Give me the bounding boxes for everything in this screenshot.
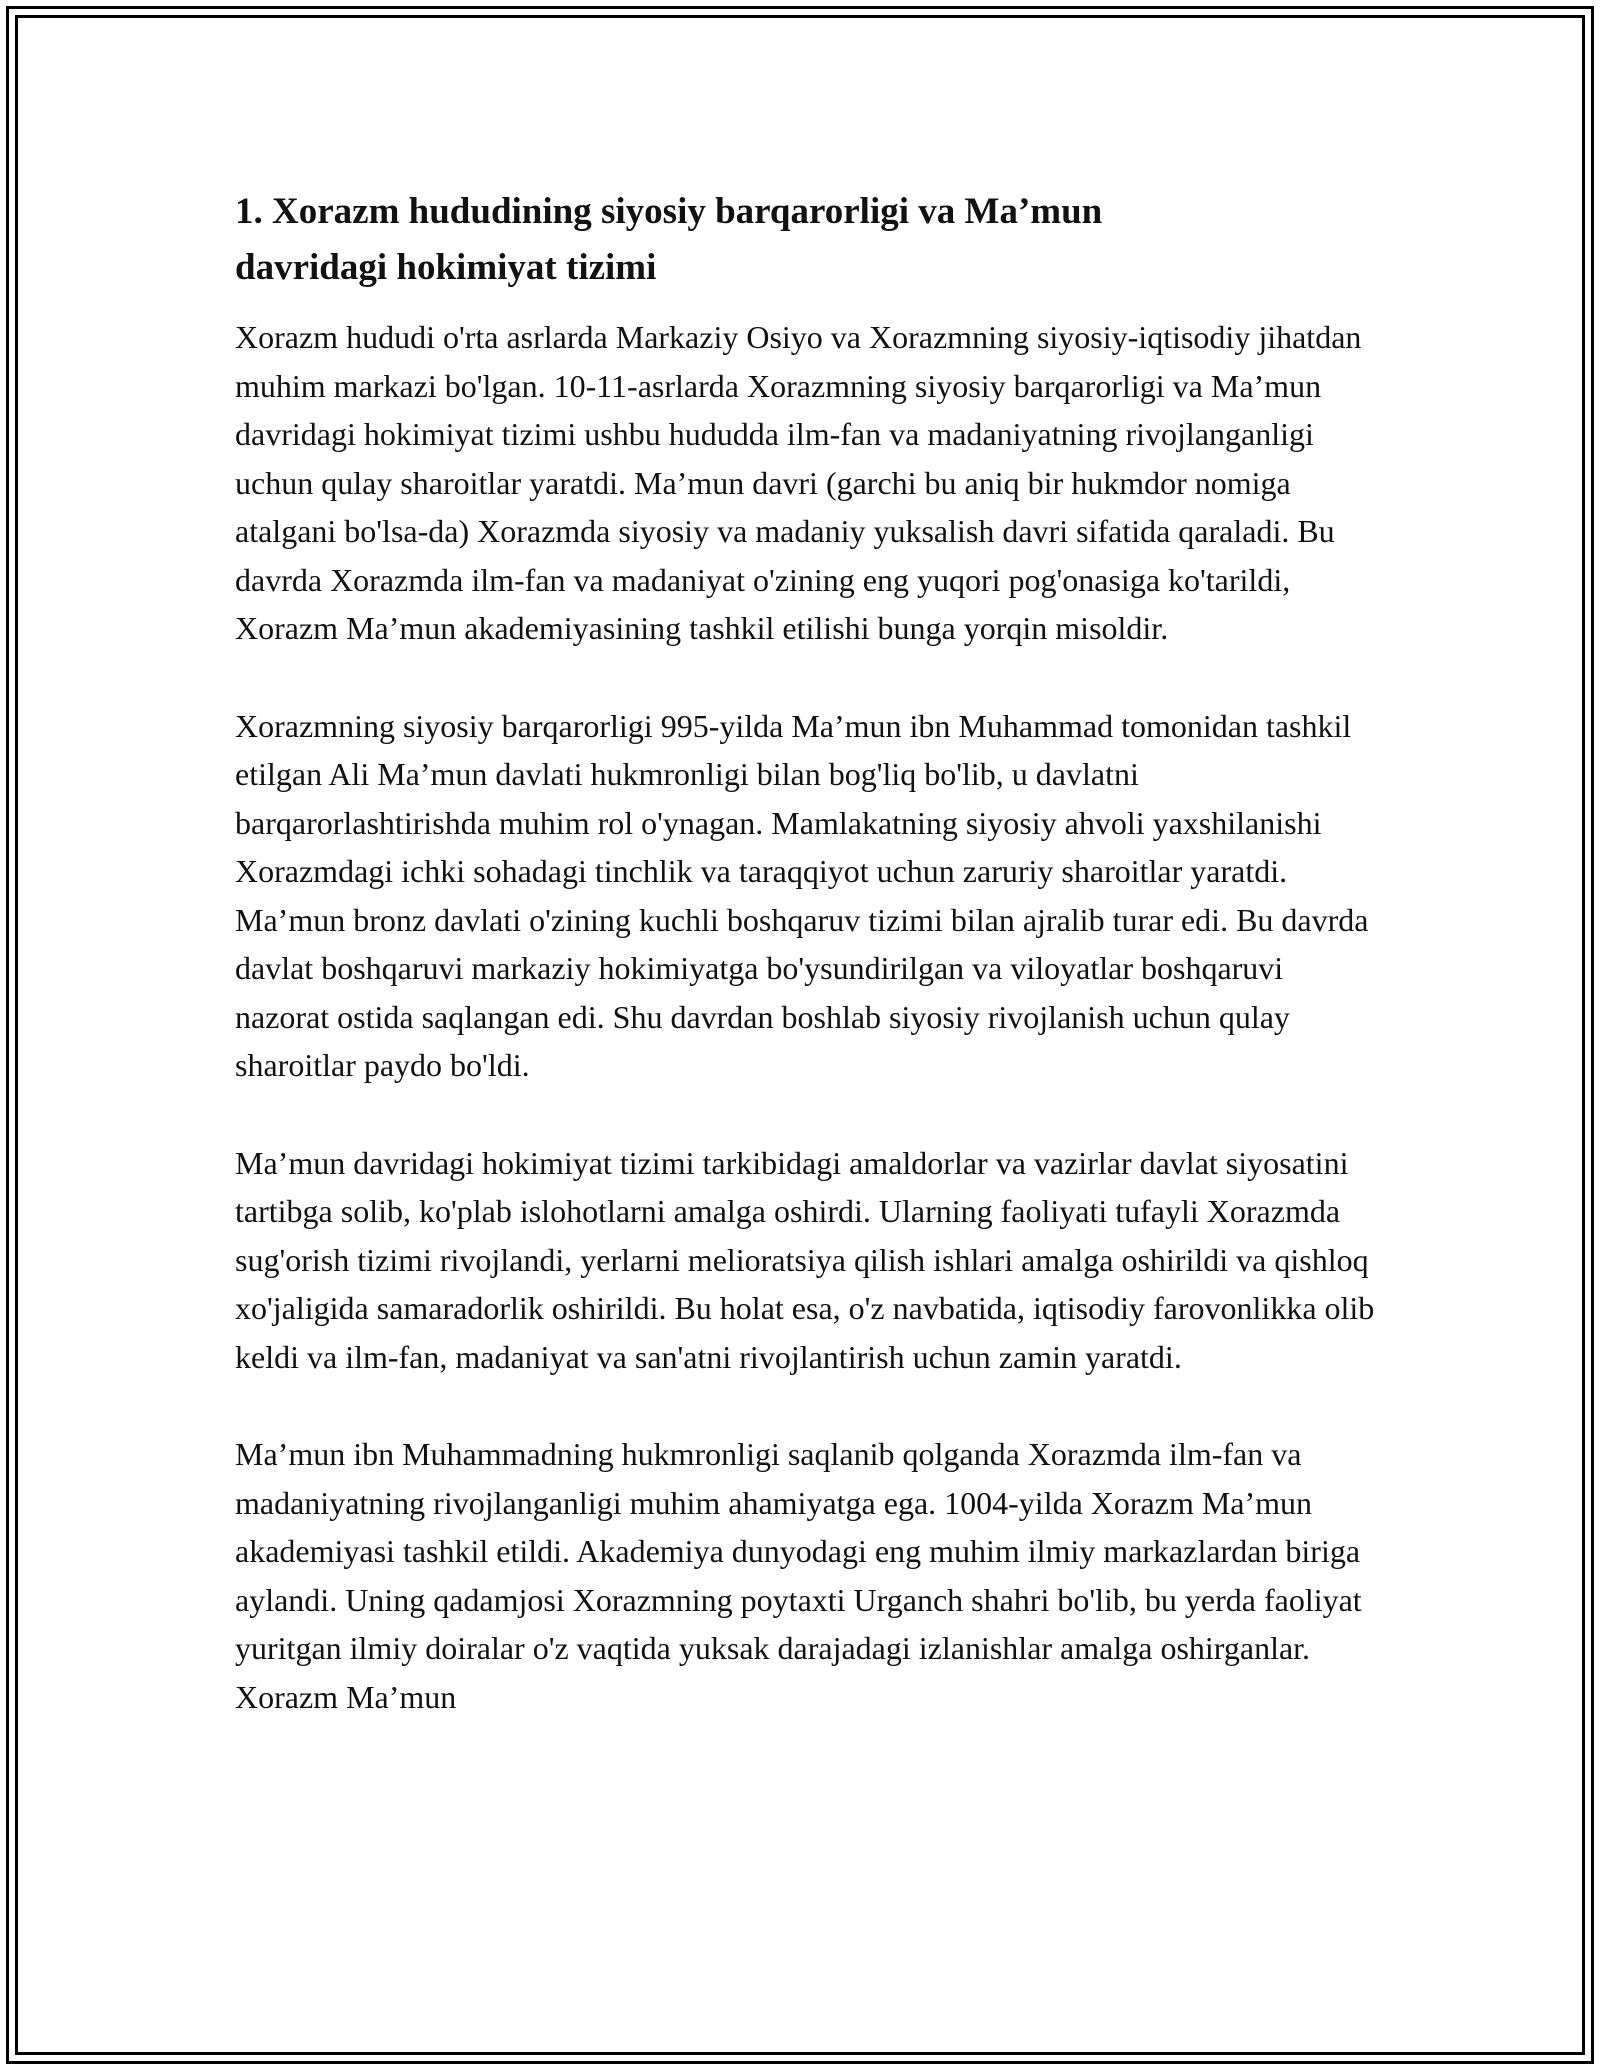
section-heading bbox=[235, 184, 1385, 296]
paragraph-4: Ma’mun ibn Muhammadning hukmronligi saqlanib qolganda Xorazmda ilm-fan va madaniyatning rivojlanganligi muhim ahamiyatga ega. 1004-yilda Xorazm Ma’mun akademiyasi tashkil etildi. Akademiya dunyodagi eng muhim ilmiy markazlardan biriga aylandi. Uning qadamjosi Xorazmning poytaxti Urganch shahri bo'lib, bu yerda faoliyat yuritgan ilmiy doiralar o'z vaqtida yuksak darajadagi izlanishlar amalga oshirganlar. Xorazm Ma’mun bbox=[235, 1436, 1362, 1715]
paragraph-1: Xorazm hududi o'rta asrlarda Markaziy Osiyo va Xorazmning siyosiy-iqtisodiy jihatdan muhim markazi bo'lgan. 10-11-asrlarda Xorazmning siyosiy barqarorligi va Ma’mun davridagi hokimiyat tizimi ushbu hududda ilm-fan va madaniyatning rivojlanganligi uchun qulay sharoitlar yaratdi. Ma’mun davri (garchi bu aniq bir hukmdor nomiga atalgani bo'lsa-da) Xorazmda siyosiy va madaniy yuksalish davri sifatida qaraladi. Bu davrda Xorazmda ilm-fan va madaniyat o'zining eng yuqori pog'onasiga ko'tarildi, Xorazm Ma’mun akademiyasining tashkil etilishi bunga yorqin misoldir. bbox=[235, 319, 1362, 646]
paragraph-2: Xorazmning siyosiy barqarorligi 995-yilda Ma’mun ibn Muhammad tomonidan tashkil etilgan Ali Ma’mun davlati hukmronligi bilan bog'liq bo'lib, u davlatni barqarorlashtirishda muhim rol o'ynagan. Mamlakatning siyosiy ahvoli yaxshilanishi Xorazmdagi ichki sohadagi tinchlik va taraqqiyot uchun zaruriy sharoitlar yaratdi. Ma’mun bronz davlati o'zining kuchli boshqaruv tizimi bilan ajralib turar edi. Bu davrda davlat boshqaruvi markaziy hokimiyatga bo'ysundirilgan va viloyatlar boshqaruvi nazorat ostida saqlangan edi. Shu davrdan boshlab siyosiy rivojlanish uchun qulay sharoitlar paydo bo'ldi. bbox=[235, 707, 1369, 1083]
document-body bbox=[235, 184, 1385, 1770]
paragraph-3: Ma’mun davridagi hokimiyat tizimi tarkibidagi amaldorlar va vazirlar davlat siyosatini tartibga solib, ko'plab islohotlarni amalga oshirdi. Ularning faoliyati tufayli Xorazmda sug'orish tizimi rivojlandi, yerlarni melioratsiya qilish ishlari amalga oshirildi va qishloq xo'jaligida samaradorlik oshirildi. Bu holat esa, o'z navbatida, iqtisodiy farovonlikka olib keldi va ilm-fan, madaniyat va san'atni rivojlantirish uchun zamin yaratdi. bbox=[235, 1144, 1375, 1375]
section-heading-line-1: 1. Xorazm hududining siyosiy barqarorligi va Ma’mun bbox=[235, 191, 1103, 232]
section-heading-line-2: davridagi hokimiyat tizimi bbox=[235, 247, 657, 288]
